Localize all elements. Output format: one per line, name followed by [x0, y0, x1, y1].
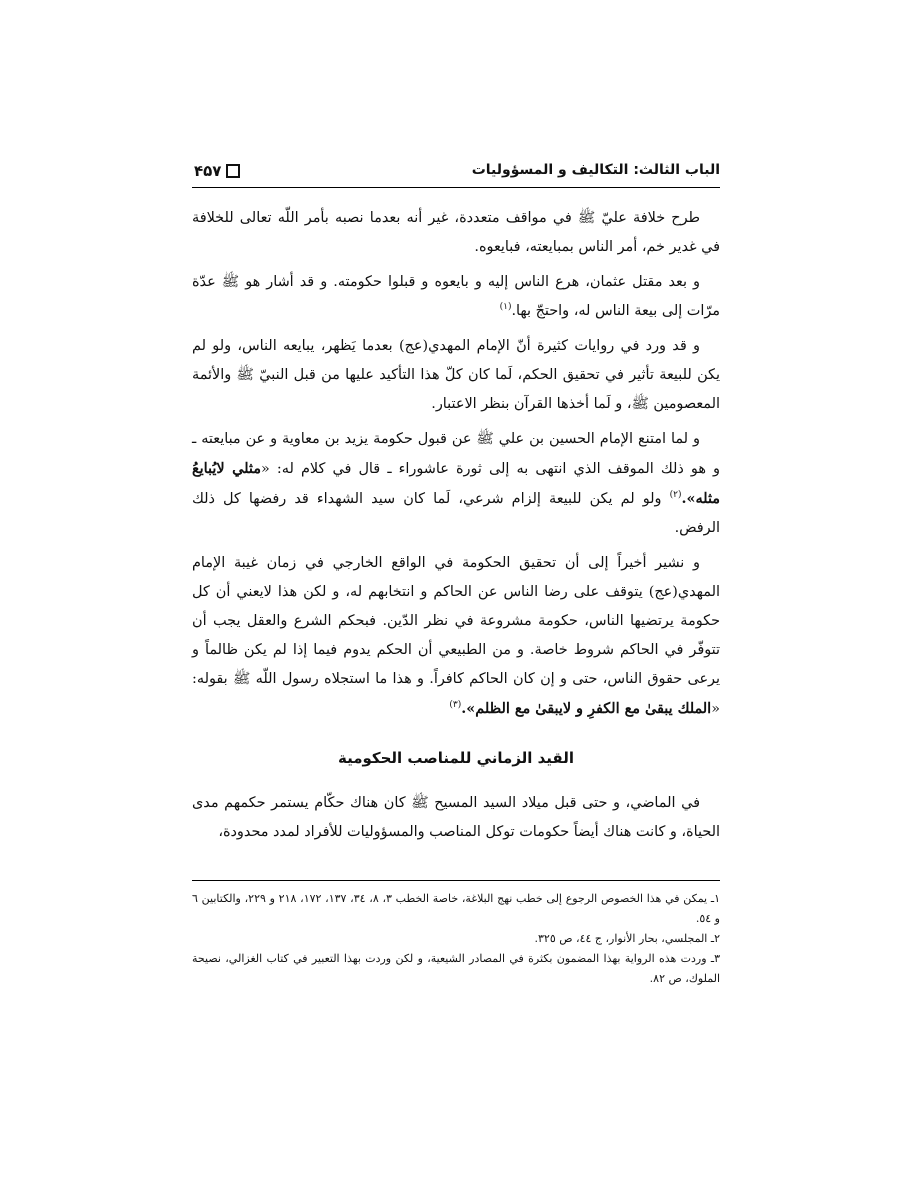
paragraph-1-text: طرح خلافة عليّ ﷺ في مواقف متعددة، غير أنه بعدما نصبه بأمر اللّه تعالى للخلافة في غدير خم، أمر الناس بمبايعته، فبايعوه. — [192, 210, 720, 255]
footnote-ref-2: (٢) — [669, 490, 682, 501]
paragraph-6 — [192, 789, 720, 847]
running-header — [192, 157, 720, 188]
square-bullet-icon — [226, 164, 240, 178]
paragraph-4-text-b: ». — [681, 490, 696, 507]
paragraph-4-text-a: و لما امتنع الإمام الحسين بن علي ﷺ عن قبول حكومة يزيد بن معاوية و عن مبايعته ـ و هو ذلك الموقف الذي انتهى به إلى ثورة عاشوراء ـ قال في كلام له: « — [192, 431, 720, 477]
footnote-ref-3: (٣) — [449, 700, 462, 711]
chapter-title: الباب الثالث: التكاليف و المسؤوليات — [471, 162, 720, 178]
quote-prophet: الملك يبقىٰ مع الكفرِ و لايبقىٰ مع الظلم — [475, 700, 712, 717]
quote-husayn: مثلي لايُبايعُ مثله — [192, 460, 720, 507]
paragraph-4-text-c: ولو لم يكن للبيعة إلزام شرعي، لَما كان سيد الشهداء قد رفضها كل ذلك الرفض. — [192, 491, 720, 536]
footnote-3: ٣ـ وردت هذه الرواية بهذا المضمون بكثرة في المصادر الشيعية، و لكن وردت بهذا التعبير في كتاب الغزالي، نصيحة الملوك، ص ٨٢. — [192, 952, 720, 985]
paragraph-1 — [192, 204, 720, 262]
page-number-block — [194, 162, 240, 180]
footnote-1: ١ـ يمكن في هذا الخصوص الرجوع إلى خطب نهج البلاغة، خاصة الخطب ٣، ٨، ٣٤، ١٣٧، ١٧٢، ٢١٨ و ٢٢٩، والكتابين ٦ و ٥٤. — [192, 892, 720, 925]
paragraph-5-text-b: ». — [461, 700, 476, 717]
paragraph-2-text: و بعد مقتل عثمان، هرع الناس إليه و بايعوه و قبلوا حكومته. و قد أشار هو ﷺ عدّة مرّات إلى بيعة الناس له، واحتجّ بها. — [192, 274, 720, 319]
paragraph-4 — [192, 425, 720, 543]
page-number: ۴۵۷ — [194, 162, 222, 180]
paragraph-5-text-a: و نشير أخيراً إلى أن تحقيق الحكومة في الواقع الخارجي في زمان غيبة الإمام المهدي(عج) يتوقف على رضا الناس عن الحاكم و انتخابهم له، و لكن هذا لايعني أن كل حكومة يرتضيها الناس، حكومة مشروعة في نظر الدّين. فبحكم الشرع والعقل يجب أن تتوفّر في الحاكم شروط خاصة. و من الطبيعي أن الحكم يدوم فيما إذا لم يكن ظالماً و يرعى حقوق الناس، حتى و إن كان الحاكم كافراً. و هذا ما استجلاه رسول اللّه ﷺ بقوله: « — [192, 555, 720, 717]
footnote-2: ٢ـ المجلسي، بحار الأنوار، ج ٤٤، ص ٣٢٥. — [534, 932, 720, 945]
paragraph-6-text: في الماضي، و حتى قبل ميلاد السيد المسيح ﷺ كان هناك حكّام يستمر حكمهم مدى الحياة، و كانت هناك أيضاً حكومات توكل المناصب والمسؤوليات للأفراد لمدد محدودة، — [192, 795, 720, 840]
footnotes — [192, 889, 720, 989]
footnote-ref-1: (١) — [499, 302, 512, 313]
paragraph-3 — [192, 332, 720, 419]
footnote-divider — [192, 880, 720, 881]
section-heading: القيد الزماني للمناصب الحكومية — [337, 749, 574, 767]
paragraph-5 — [192, 549, 720, 724]
paragraph-2 — [192, 268, 720, 326]
paragraph-3-text: و قد ورد في روايات كثيرة أنّ الإمام المهدي(عج) بعدما يَظهر، يبايعه الناس، ولو لم يكن للبيعة تأثير في تحقيق الحكم، لَما كان كلّ هذا التأكيد عليها من قبل النبيّ ﷺ والأئمة المعصومين ﷺ، و لَما أخذها القرآن بنظر الاعتبار. — [192, 338, 720, 412]
main-text — [192, 204, 720, 853]
